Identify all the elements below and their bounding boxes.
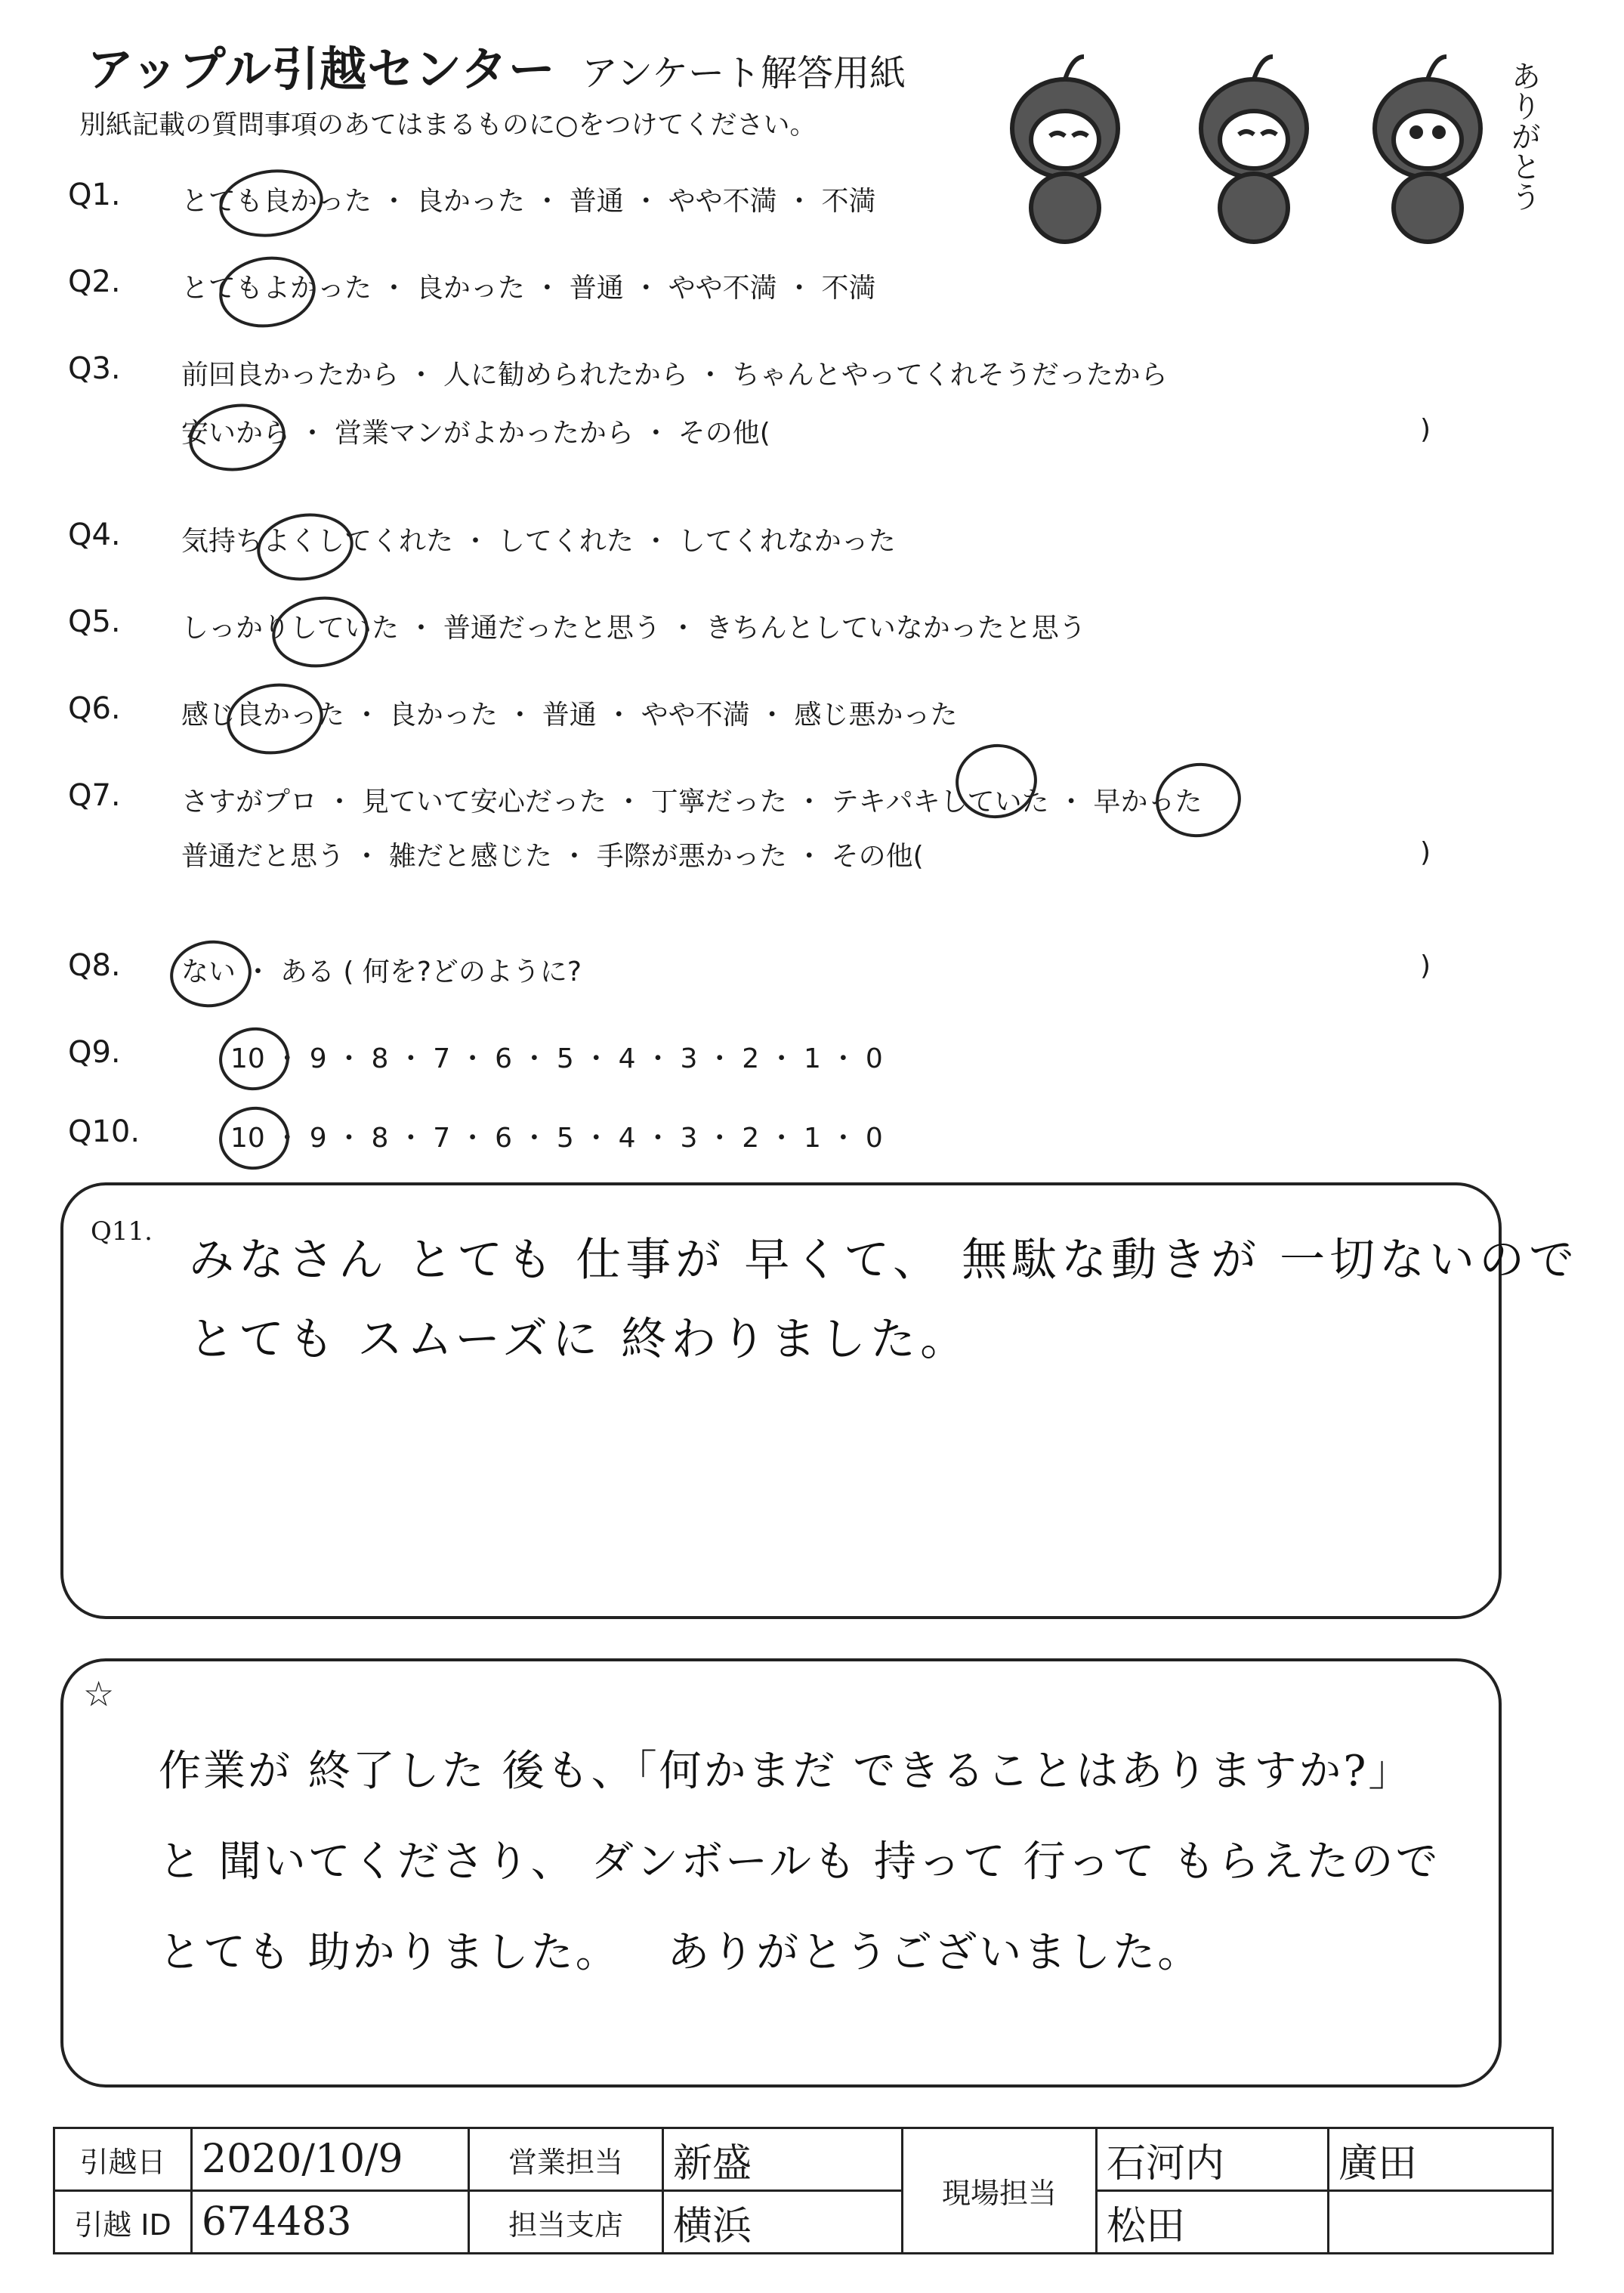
q7-options-line2[interactable]: 普通だと思う ・ 雑だと感じた ・ 手際が悪かった ・ その他( bbox=[181, 841, 924, 872]
q4-label: Q4. bbox=[68, 518, 121, 552]
footer-table bbox=[53, 2127, 1554, 2254]
monkey-3-icon bbox=[1375, 57, 1480, 242]
q8-label: Q8. bbox=[68, 948, 121, 983]
sales-label: 営業担当 bbox=[469, 2128, 663, 2191]
q10-selection-circle bbox=[215, 1102, 294, 1174]
q4-options[interactable]: 気持ちよくしてくれた ・ してくれた ・ してくれなかった bbox=[181, 526, 896, 557]
q7-close-paren: ) bbox=[1420, 837, 1431, 868]
q2-selection-circle bbox=[215, 251, 320, 334]
move-id-value: 674483 bbox=[192, 2191, 469, 2254]
move-date-label: 引越日 bbox=[54, 2128, 192, 2191]
q6-selection-circle bbox=[222, 678, 328, 761]
move-id-label: 引越 ID bbox=[54, 2191, 192, 2254]
field-staff-4 bbox=[1329, 2191, 1553, 2254]
star-answer-line3: とても 助かりました。 ありがとうございました。 bbox=[159, 1928, 1203, 1977]
form-title: アンケート解答用紙 bbox=[582, 52, 906, 94]
sales-value: 新盛 bbox=[663, 2128, 903, 2191]
q1-selection-circle bbox=[215, 163, 328, 243]
q11-answer-line1: みなさん とても 仕事が 早くて、 無駄な動きが 一切ないので bbox=[189, 1234, 1579, 1287]
q5-options[interactable]: しっかりしていた ・ 普通だったと思う ・ きちんとしていなかったと思う bbox=[181, 613, 1086, 644]
field-staff-3: 松田 bbox=[1097, 2191, 1329, 2254]
q10-label: Q10. bbox=[68, 1114, 140, 1149]
star-answer-line1: 作業が 終了した 後も、「何かまだ できることはありますか?」 bbox=[159, 1747, 1413, 1796]
q8-close-paren: ) bbox=[1420, 950, 1431, 981]
q3-close-paren: ) bbox=[1420, 414, 1431, 445]
q11-label: Q11. bbox=[91, 1216, 153, 1247]
field-staff-2: 廣田 bbox=[1329, 2128, 1553, 2191]
q10-scale[interactable]: 10 ・ 9 ・ 8 ・ 7 ・ 6 ・ 5 ・ 4 ・ 3 ・ 2 ・ 1 ・ 0 bbox=[230, 1123, 883, 1154]
q3-options-line1[interactable]: 前回良かったから ・ 人に勧められたから ・ ちゃんとやってくれそうだったから bbox=[181, 360, 1168, 391]
q3-options-line2[interactable]: 安いから ・ 営業マンがよかったから ・ その他( bbox=[181, 418, 770, 449]
q11-answer-line2: とても スムーズに 終わりました。 bbox=[189, 1313, 971, 1366]
thanks-text: ありがとう bbox=[1506, 60, 1541, 212]
monkey-1-icon bbox=[1012, 57, 1118, 242]
q3-selection-circle bbox=[184, 398, 289, 477]
monkey-2-icon bbox=[1201, 57, 1307, 242]
q3-label: Q3. bbox=[68, 351, 121, 386]
q2-options[interactable]: とてもよかった ・ 良かった ・ 普通 ・ やや不満 ・ 不満 bbox=[181, 273, 876, 304]
q1-options[interactable]: とても良かった ・ 良かった ・ 普通 ・ やや不満 ・ 不満 bbox=[181, 186, 876, 217]
q7-label: Q7. bbox=[68, 778, 121, 813]
monkey-mascots-illustration bbox=[982, 45, 1526, 249]
q8-options[interactable]: ない ・ ある ( 何を?どのように? bbox=[181, 956, 582, 987]
q7-selection-circle-2 bbox=[1151, 758, 1246, 843]
q1-label: Q1. bbox=[68, 178, 121, 212]
star-answer-line2: と 聞いてくださり、 ダンボールも 持って 行って もらえたので bbox=[159, 1837, 1440, 1887]
instructions: 別紙記載の質問事項のあてはまるものに○をつけてください。 bbox=[79, 110, 817, 141]
star-icon: ☆ bbox=[83, 1673, 115, 1714]
branch-value: 横浜 bbox=[663, 2191, 903, 2254]
field-staff-1: 石河内 bbox=[1097, 2128, 1329, 2191]
q2-label: Q2. bbox=[68, 264, 121, 299]
q6-options[interactable]: 感じ良かった ・ 良かった ・ 普通 ・ やや不満 ・ 感じ悪かった bbox=[181, 700, 958, 731]
q6-label: Q6. bbox=[68, 691, 121, 726]
q7-options-line1[interactable]: さすがプロ ・ 見ていて安心だった ・ 丁寧だった ・ テキパキしていた ・ 早かった bbox=[181, 786, 1203, 817]
q5-label: Q5. bbox=[68, 604, 121, 639]
branch-label: 担当支店 bbox=[469, 2191, 663, 2254]
q5-selection-circle bbox=[267, 591, 373, 674]
q9-label: Q9. bbox=[68, 1035, 121, 1070]
brand-name: アップル引越センター bbox=[87, 42, 556, 97]
q8-selection-circle bbox=[165, 935, 255, 1012]
field-staff-label: 現場担当 bbox=[903, 2128, 1097, 2254]
q9-scale[interactable]: 10 ・ 9 ・ 8 ・ 7 ・ 6 ・ 5 ・ 4 ・ 3 ・ 2 ・ 1 ・ 0 bbox=[230, 1043, 883, 1074]
move-date-value: 2020/10/9 bbox=[192, 2128, 469, 2191]
q9-selection-circle bbox=[215, 1023, 294, 1095]
